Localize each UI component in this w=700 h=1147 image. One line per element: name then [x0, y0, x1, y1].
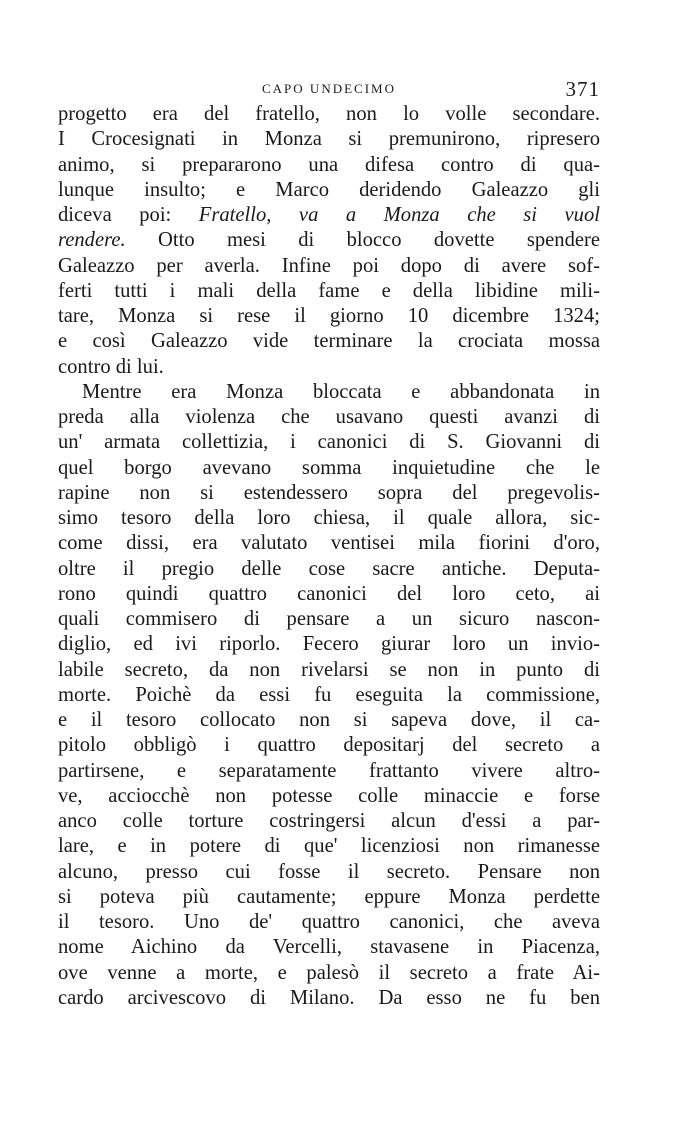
- text-line: [58, 203, 600, 228]
- text-line: ferti tutti i mali della fame e della libidine mili-: [58, 279, 600, 302]
- text-segment: diceva poi:: [58, 204, 199, 226]
- text-line: il tesoro. Uno de' quattro canonici, che aveva: [58, 911, 600, 933]
- italic-text: Fratello, va a Monza che si vuol: [198, 204, 600, 226]
- text-line: diglio, ed ivi riporlo. Fecero giurar loro un invio-: [58, 633, 600, 656]
- text-line: preda alla violenza che usavano questi avanzi di: [58, 406, 600, 428]
- text-line: rapine non si estendessero sopra del pregevolis-: [58, 481, 600, 504]
- text-line: quel borgo avevano somma inquietudine che le: [58, 456, 600, 479]
- page-number: 371: [565, 77, 600, 101]
- chapter-title: CAPO UNDECIMO: [262, 81, 396, 96]
- text-line: e così Galeazzo vide terminare la crociata mossa: [58, 330, 600, 353]
- text-line: Mentre era Monza bloccata e abbandonata in: [82, 380, 600, 403]
- text-line: progetto era del fratello, non lo volle secondare.: [58, 103, 600, 125]
- italic-text: rendere.: [58, 229, 126, 252]
- text-line: lare, e in potere di que' licenziosi non rimanesse: [58, 835, 600, 858]
- text-segment: Otto mesi di blocco dovette spendere: [125, 229, 600, 252]
- book-page: [26, 0, 674, 1147]
- text-line: I Crocesignati in Monza si premunirono, ripresero: [58, 128, 600, 151]
- text-line: ove venne a morte, e palesò il secreto a frate Ai-: [58, 961, 600, 984]
- text-line: rono quindi quattro canonici del loro ceto, ai: [58, 582, 600, 605]
- running-head: [58, 76, 600, 102]
- text-line: simo tesoro della loro chiesa, il quale allora, sic-: [58, 507, 600, 529]
- text-line: come dissi, era valutato ventisei mila fiorini d'oro,: [58, 532, 600, 555]
- text-line: tare, Monza si rese il giorno 10 dicembre 1324;: [58, 305, 600, 327]
- text-line: cardo arcivescovo di Milano. Da esso ne fu ben: [58, 986, 600, 1009]
- body-text: [58, 102, 600, 1011]
- text-line: anco colle torture costringersi alcun d'essi a par-: [58, 810, 600, 832]
- text-line: si poteva più cautamente; eppure Monza perdette: [58, 885, 600, 908]
- text-line: nome Aichino da Vercelli, stavasene in Piacenza,: [58, 936, 600, 959]
- text-line: animo, si prepararono una difesa contro di qua-: [58, 153, 600, 176]
- text-line: labile secreto, da non rivelarsi se non in punto di: [58, 658, 600, 681]
- text-line: [58, 228, 600, 253]
- text-line: pitolo obbligò i quattro depositarj del secreto a: [58, 734, 600, 757]
- text-line: un' armata collettizia, i canonici di S. Giovanni di: [58, 431, 600, 454]
- text-line: quali commisero di pensare a un sicuro nascon-: [58, 608, 600, 630]
- text-line: contro di lui.: [58, 355, 164, 378]
- text-line: e il tesoro collocato non si sapeva dove, il ca-: [58, 709, 600, 731]
- text-line: Galeazzo per averla. Infine poi dopo di avere sof-: [58, 254, 600, 277]
- text-line: lunque insulto; e Marco deridendo Galeazzo gli: [58, 178, 600, 201]
- text-line: alcuno, presso cui fosse il secreto. Pensare non: [58, 860, 600, 883]
- text-line: ve, acciocchè non potesse colle minaccie e forse: [58, 784, 600, 807]
- text-line: morte. Poichè da essi fu eseguita la commissione,: [58, 683, 600, 706]
- text-line: partirsene, e separatamente frattanto vivere altro-: [58, 759, 600, 782]
- text-line: oltre il pregio delle cose sacre antiche. Deputa-: [58, 557, 600, 580]
